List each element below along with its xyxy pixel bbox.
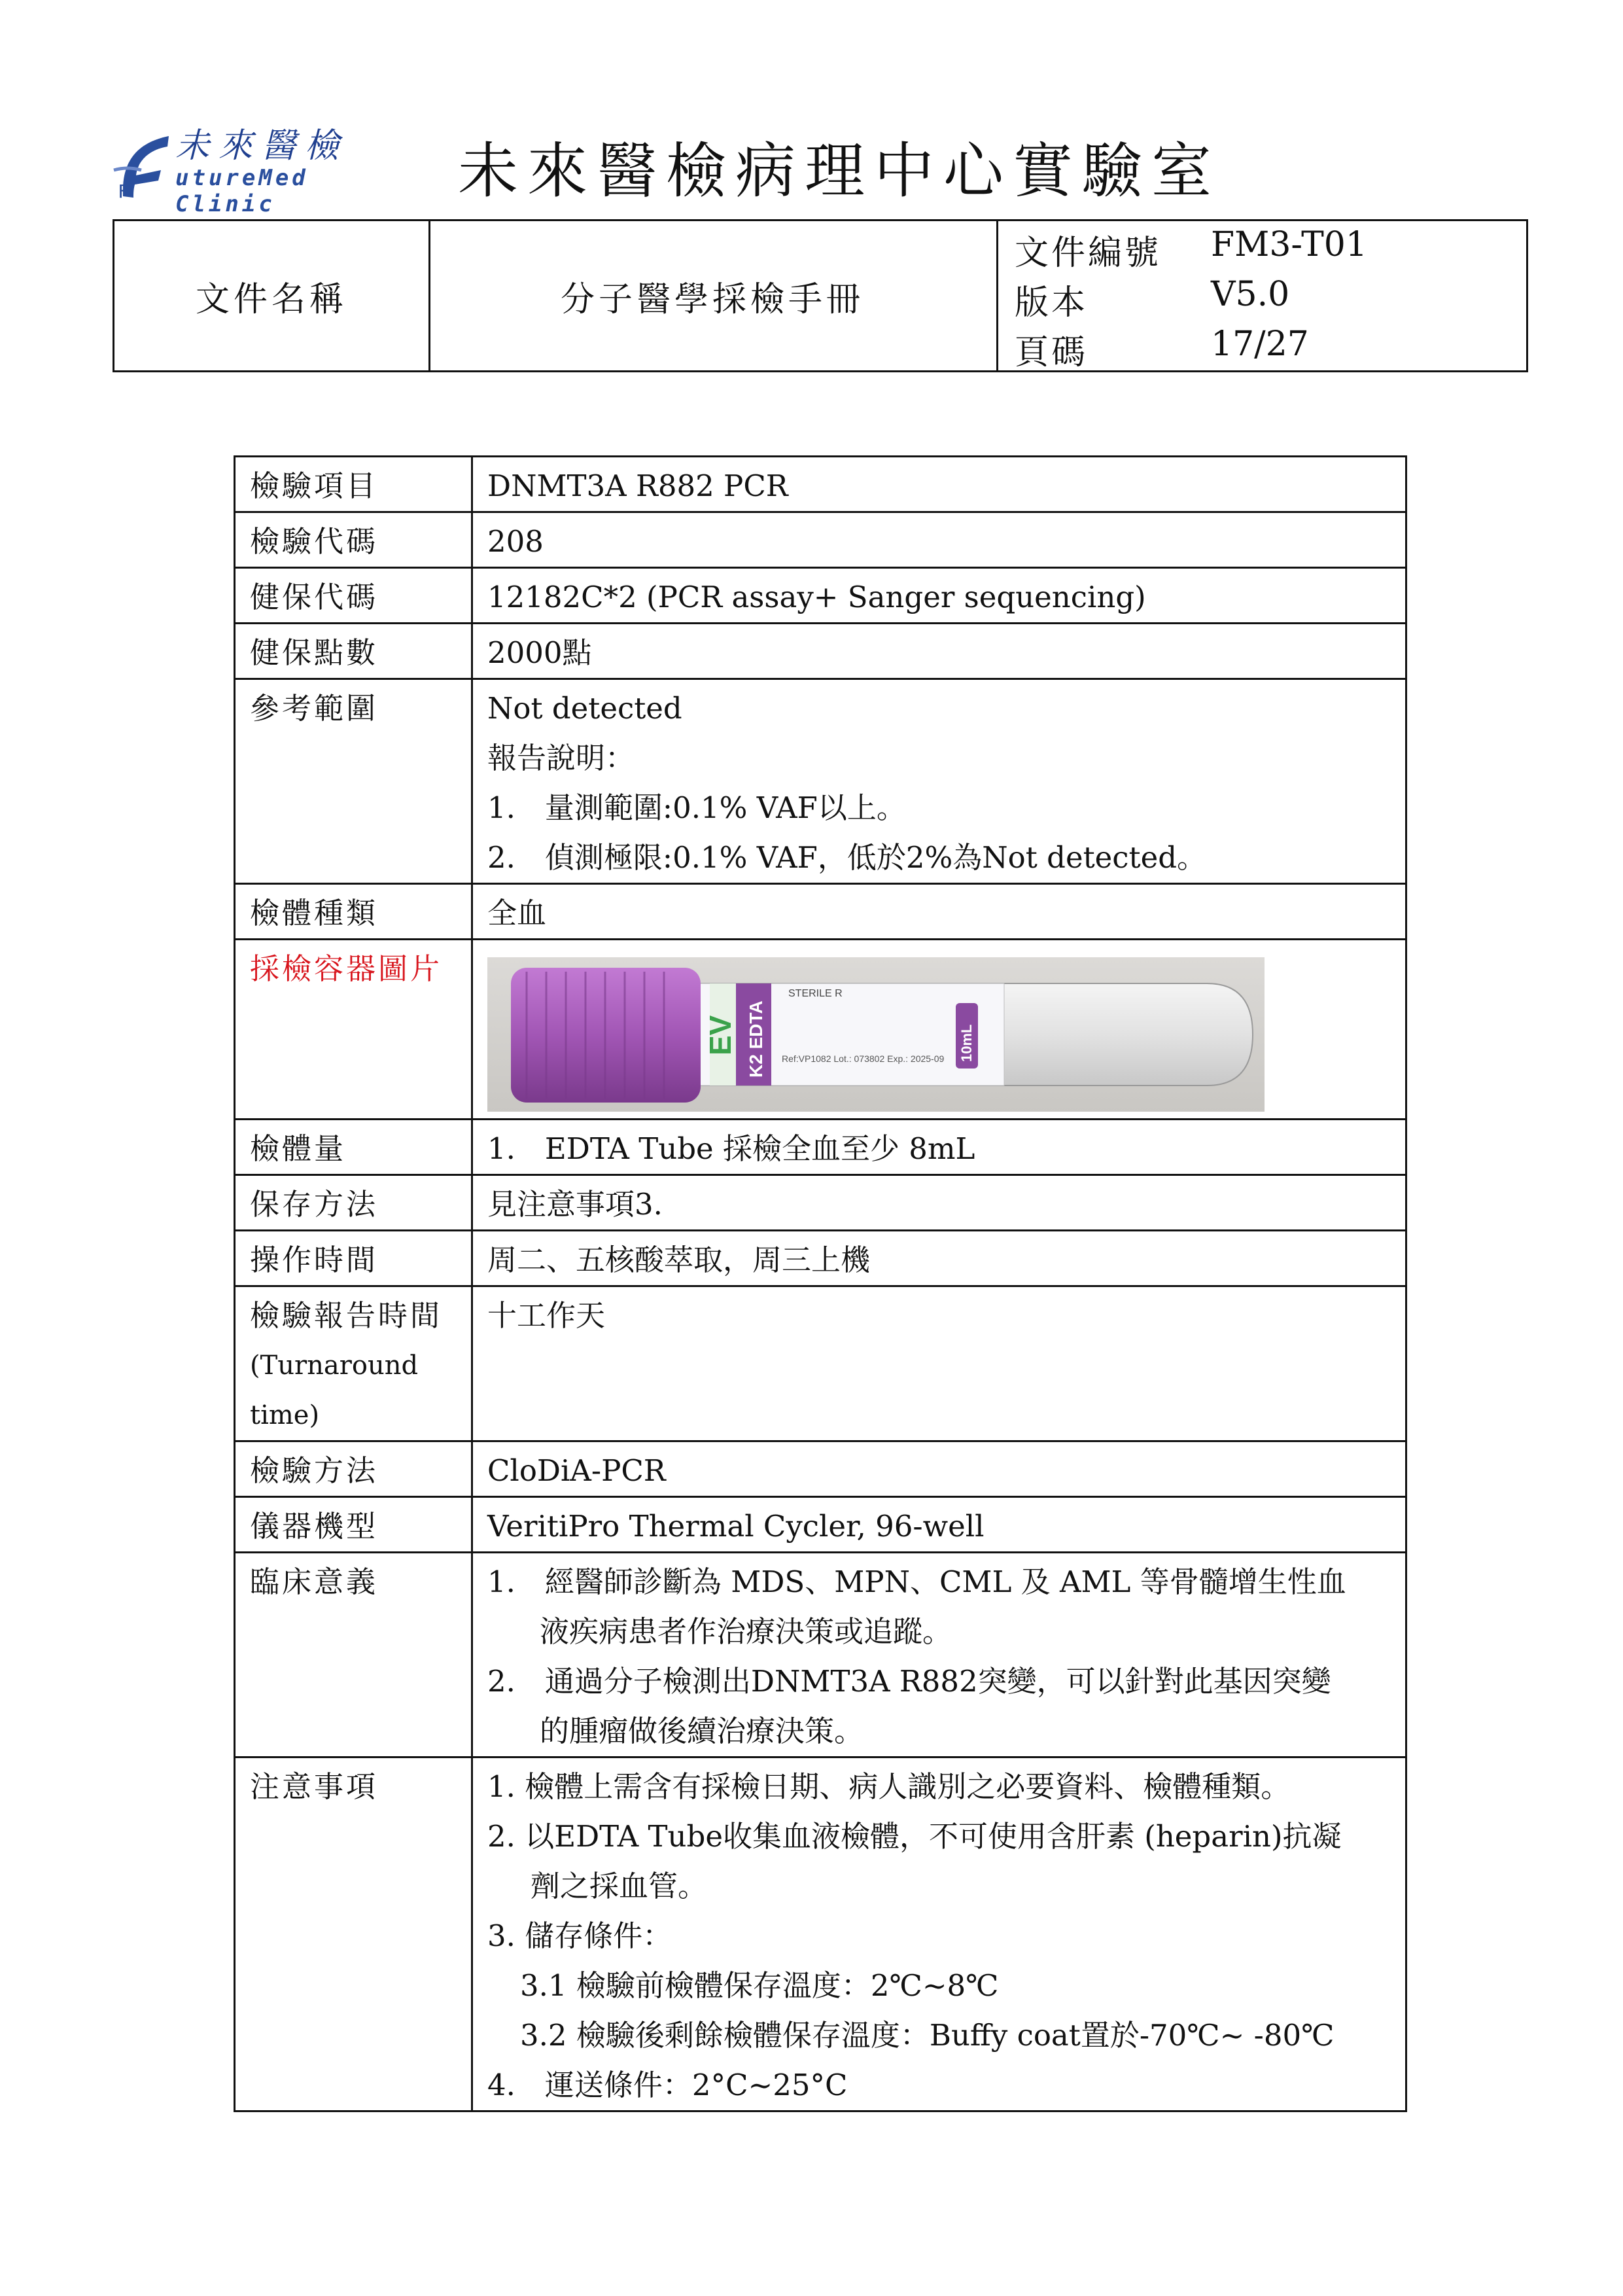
table-row (235, 1231, 1406, 1286)
storage-label: 保存方法 (235, 1175, 472, 1231)
clinical-line: 的腫瘤做後續治療決策。 (540, 1714, 864, 1748)
method-label: 檢驗方法 (235, 1441, 472, 1497)
clinic-logo (110, 118, 417, 217)
clinical-line: 液疾病患者作治療決策或追蹤。 (540, 1614, 952, 1649)
turnaround-label-en: (Turnaround time) (250, 1351, 419, 1430)
notes-label: 注意事項 (235, 1757, 472, 2111)
notes-line: 劑之採血管。 (531, 1869, 708, 1903)
table-row (235, 1497, 1406, 1553)
storage-value: 見注意事項3. (472, 1175, 1406, 1231)
doc-number-label: 文件編號 (1015, 234, 1162, 273)
clinical-significance-label: 臨床意義 (235, 1553, 472, 1757)
instrument-label: 儀器機型 (235, 1497, 472, 1553)
tube-volume-text: 10mL (958, 1024, 975, 1062)
container-label: 採檢容器圖片 (235, 940, 472, 1120)
table-row (235, 457, 1406, 512)
nhi-code-label: 健保代碼 (235, 568, 472, 624)
doc-number-row (1015, 225, 1367, 274)
version-label: 版本 (1015, 283, 1089, 323)
version-value: V5.0 (1211, 275, 1290, 314)
doc-number-value: FM3-T01 (1211, 225, 1367, 264)
specimen-value: 全血 (472, 884, 1406, 940)
notes-line: 2. 以EDTA Tube收集血液檢體，不可使用含肝素 (heparin)抗凝 (487, 1819, 1342, 1854)
document-header-table (113, 219, 1528, 372)
clinical-line: 1. 經醫師診斷為 MDS、MPN、CML 及 AML 等骨髓增生性血 (487, 1564, 1346, 1599)
edta-tube-image (487, 957, 1265, 1112)
turnaround-label-zh: 檢驗報告時間 (250, 1298, 443, 1333)
page-value: 17/27 (1211, 325, 1309, 364)
item-label: 檢驗項目 (235, 457, 472, 512)
table-row (235, 1175, 1406, 1231)
container-image-cell (472, 940, 1406, 1120)
table-row (235, 1441, 1406, 1497)
page-row (1015, 325, 1309, 374)
version-row (1015, 275, 1290, 324)
code-value: 208 (472, 512, 1406, 568)
ref-line: Not detected (487, 691, 682, 726)
table-row (235, 1553, 1406, 1757)
notes-value (472, 1757, 1406, 2111)
specimen-label: 檢體種類 (235, 884, 472, 940)
operation-time-label: 操作時間 (235, 1231, 472, 1286)
volume-label: 檢體量 (235, 1120, 472, 1175)
page-label: 頁碼 (1015, 333, 1089, 372)
table-row (235, 624, 1406, 679)
page-title: 未來醫檢病理中心實驗室 (458, 136, 1221, 206)
table-row (235, 679, 1406, 884)
notes-line: 3.2 檢驗後剩餘檢體保存溫度：Buffy coat置於-70℃~ -80℃ (520, 2018, 1335, 2053)
logo-chinese-text: 未來醫檢 (175, 126, 349, 166)
table-row (235, 1757, 1406, 2111)
clinical-significance-value (472, 1553, 1406, 1757)
doc-name-label: 文件名稱 (114, 221, 430, 370)
test-info-table (234, 455, 1407, 2112)
code-label: 檢驗代碼 (235, 512, 472, 568)
instrument-value: VeritiPro Thermal Cycler, 96-well (472, 1497, 1406, 1553)
table-row (235, 940, 1406, 1120)
ref-line: 2. 偵測極限:0.1% VAF，低於2%為Not detected。 (487, 840, 1207, 875)
tube-ref-text: Ref:VP1082 Lot.: 073802 Exp.: 2025-09 (782, 1053, 945, 1064)
table-row (235, 884, 1406, 940)
tube-type-text: K2 EDTA (746, 1000, 766, 1078)
ref-line: 報告說明： (487, 741, 635, 775)
nhi-code-value: 12182C*2 (PCR assay+ Sanger sequencing) (472, 568, 1406, 624)
logo-f-mark-icon (110, 124, 182, 203)
turnaround-label (235, 1286, 472, 1441)
table-row (235, 568, 1406, 624)
clinical-line: 2. 通過分子檢測出DNMT3A R882突變，可以針對此基因突變 (487, 1664, 1331, 1699)
logo-letter: F (118, 181, 129, 202)
operation-time-value: 周二、五核酸萃取，周三上機 (472, 1231, 1406, 1286)
nhi-points-value: 2000點 (472, 624, 1406, 679)
ref-line: 1. 量測範圍:0.1% VAF以上。 (487, 790, 906, 825)
notes-line: 4. 運送條件：2°C~25°C (487, 2068, 848, 2102)
doc-name-value: 分子醫學採檢手冊 (428, 221, 998, 370)
item-value: DNMT3A R882 PCR (472, 457, 1406, 512)
table-row (235, 1120, 1406, 1175)
logo-english-text: utureMed Clinic (175, 165, 309, 217)
table-row (235, 1286, 1406, 1441)
nhi-points-label: 健保點數 (235, 624, 472, 679)
reference-range-value (472, 679, 1406, 884)
table-row (235, 512, 1406, 568)
volume-value: 1. EDTA Tube 採檢全血至少 8mL (472, 1120, 1406, 1175)
notes-line: 1. 檢體上需含有採檢日期、病人識別之必要資料、檢體種類。 (487, 1769, 1291, 1804)
method-value: CloDiA-PCR (472, 1441, 1406, 1497)
turnaround-value: 十工作天 (472, 1286, 1406, 1441)
reference-range-label: 參考範圍 (235, 679, 472, 884)
tube-brand-text: EV (703, 1015, 737, 1055)
notes-line: 3.1 檢驗前檢體保存溫度：2℃~8℃ (520, 1968, 999, 2003)
tube-sterile-text: STERILE R (788, 988, 843, 999)
doc-meta (996, 221, 1526, 370)
notes-line: 3. 儲存條件： (487, 1918, 672, 1953)
